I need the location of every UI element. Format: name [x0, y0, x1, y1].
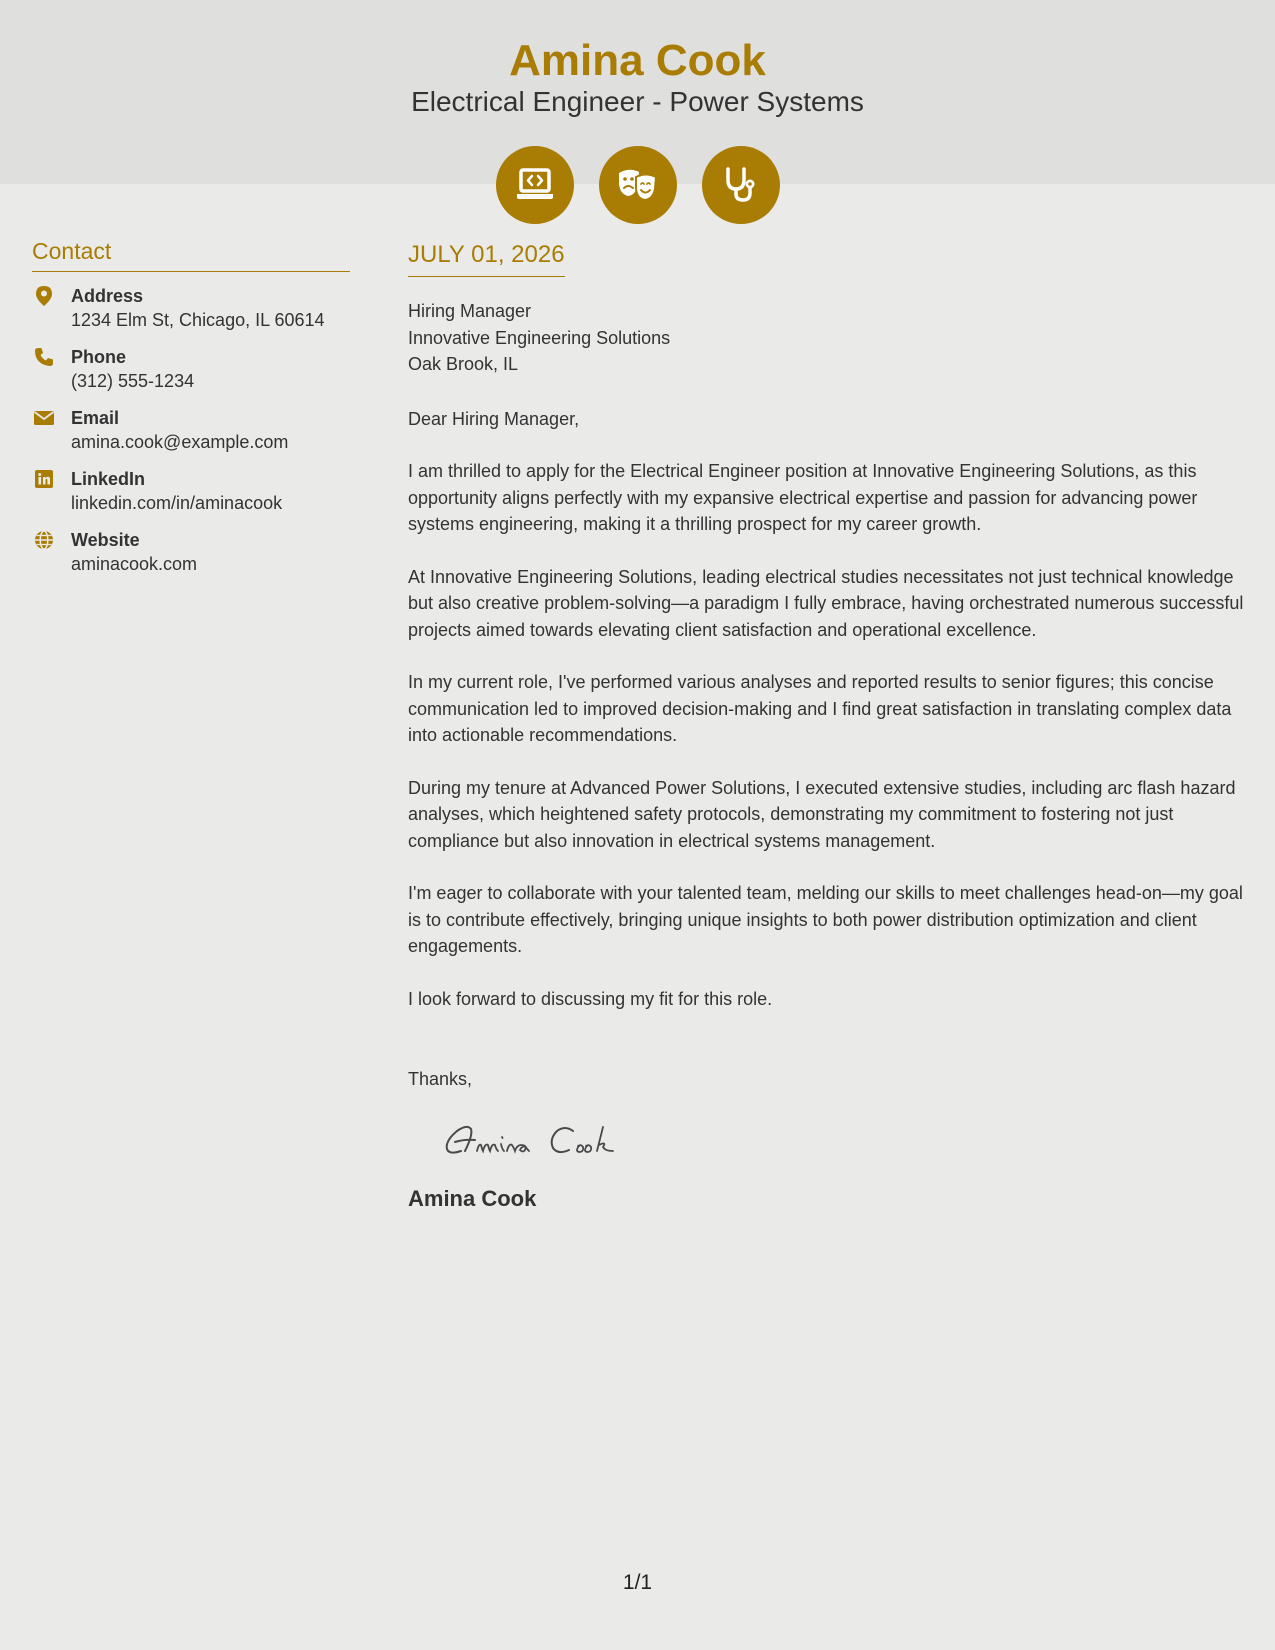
contact-item-phone [32, 345, 350, 393]
sign-off: Thanks, [408, 1069, 473, 1089]
contact-label: LinkedIn [71, 469, 146, 489]
letter-date: JULY 01, 2026 [408, 240, 565, 277]
contact-value: linkedin.com/in/aminacook [71, 493, 283, 513]
letter-paragraph: In my current role, I've performed various analyses and reported results to senior figures; this concise communication led to improved decision-making and I find great satisfaction in translating complex data into actionable recommendations. [408, 672, 1232, 745]
map-pin-icon [34, 286, 54, 306]
contact-sidebar [32, 236, 350, 589]
phone-icon [34, 347, 54, 367]
contact-heading: Contact [32, 236, 350, 272]
contact-item-address [32, 284, 350, 332]
letter-paragraph: At Innovative Engineering Solutions, leading electrical studies necessitates not just technical knowledge but also creative problem-solving—a paradigm I fully embrace, having orchestrated numerous successful projects aimed towards elevating client satisfaction and operational excellence. [408, 566, 1244, 640]
header-icons [496, 146, 780, 224]
candidate-title: Electrical Engineer - Power Systems [411, 86, 864, 117]
globe-icon [34, 530, 54, 550]
salutation: Dear Hiring Manager, [408, 408, 580, 429]
closing-line: I look forward to discussing my fit for this role. [408, 988, 773, 1009]
contact-item-website [32, 528, 350, 576]
contact-label: Phone [71, 347, 127, 367]
linkedin-icon [34, 469, 54, 489]
contact-label: Email [71, 408, 120, 428]
contact-label: Website [71, 530, 140, 550]
contact-item-email [32, 406, 350, 454]
contact-value: (312) 555-1234 [71, 371, 195, 391]
contact-value: 1234 Elm St, Chicago, IL 60614 [71, 310, 325, 330]
laptop-code-icon [496, 146, 574, 224]
signer-name: Amina Cook [408, 1185, 537, 1211]
envelope-icon [34, 408, 54, 428]
theater-masks-icon [599, 146, 677, 224]
contact-value: aminacook.com [71, 554, 198, 574]
stethoscope-icon [702, 146, 780, 224]
contact-label: Address [71, 286, 144, 306]
contact-value: amina.cook@example.com [71, 432, 289, 452]
recipient-block [408, 298, 1253, 378]
recipient-line: Innovative Engineering Solutions [408, 327, 671, 348]
letter-body [408, 240, 1253, 1213]
recipient-line: Hiring Manager [408, 301, 532, 321]
candidate-name: Amina Cook [509, 36, 766, 85]
recipient-line: Oak Brook, IL [408, 354, 519, 374]
contact-item-linkedin [32, 467, 350, 515]
letter-paragraph: I am thrilled to apply for the Electrical Engineer position at Innovative Engineering Solutions, as this opportunity aligns perfectly with my expansive electrical expertise and passion for advancing power systems engineering, making it a thrilling prospect for my career growth. [408, 461, 1198, 534]
letter-paragraph: I'm eager to collaborate with your talented team, melding our skills to meet challenges head-on—my goal is to contribute effectively, bringing unique insights to both power distribution optimization and client engagements. [408, 883, 1243, 956]
handwritten-signature [441, 1115, 1253, 1171]
page-number: 1/1 [622, 1571, 653, 1594]
letter-paragraph: During my tenure at Advanced Power Solutions, I executed extensive studies, including arc flash hazard analyses, which heightened safety protocols, demonstrating my commitment to fostering not just compliance but also innovation in electrical systems management. [408, 777, 1236, 851]
